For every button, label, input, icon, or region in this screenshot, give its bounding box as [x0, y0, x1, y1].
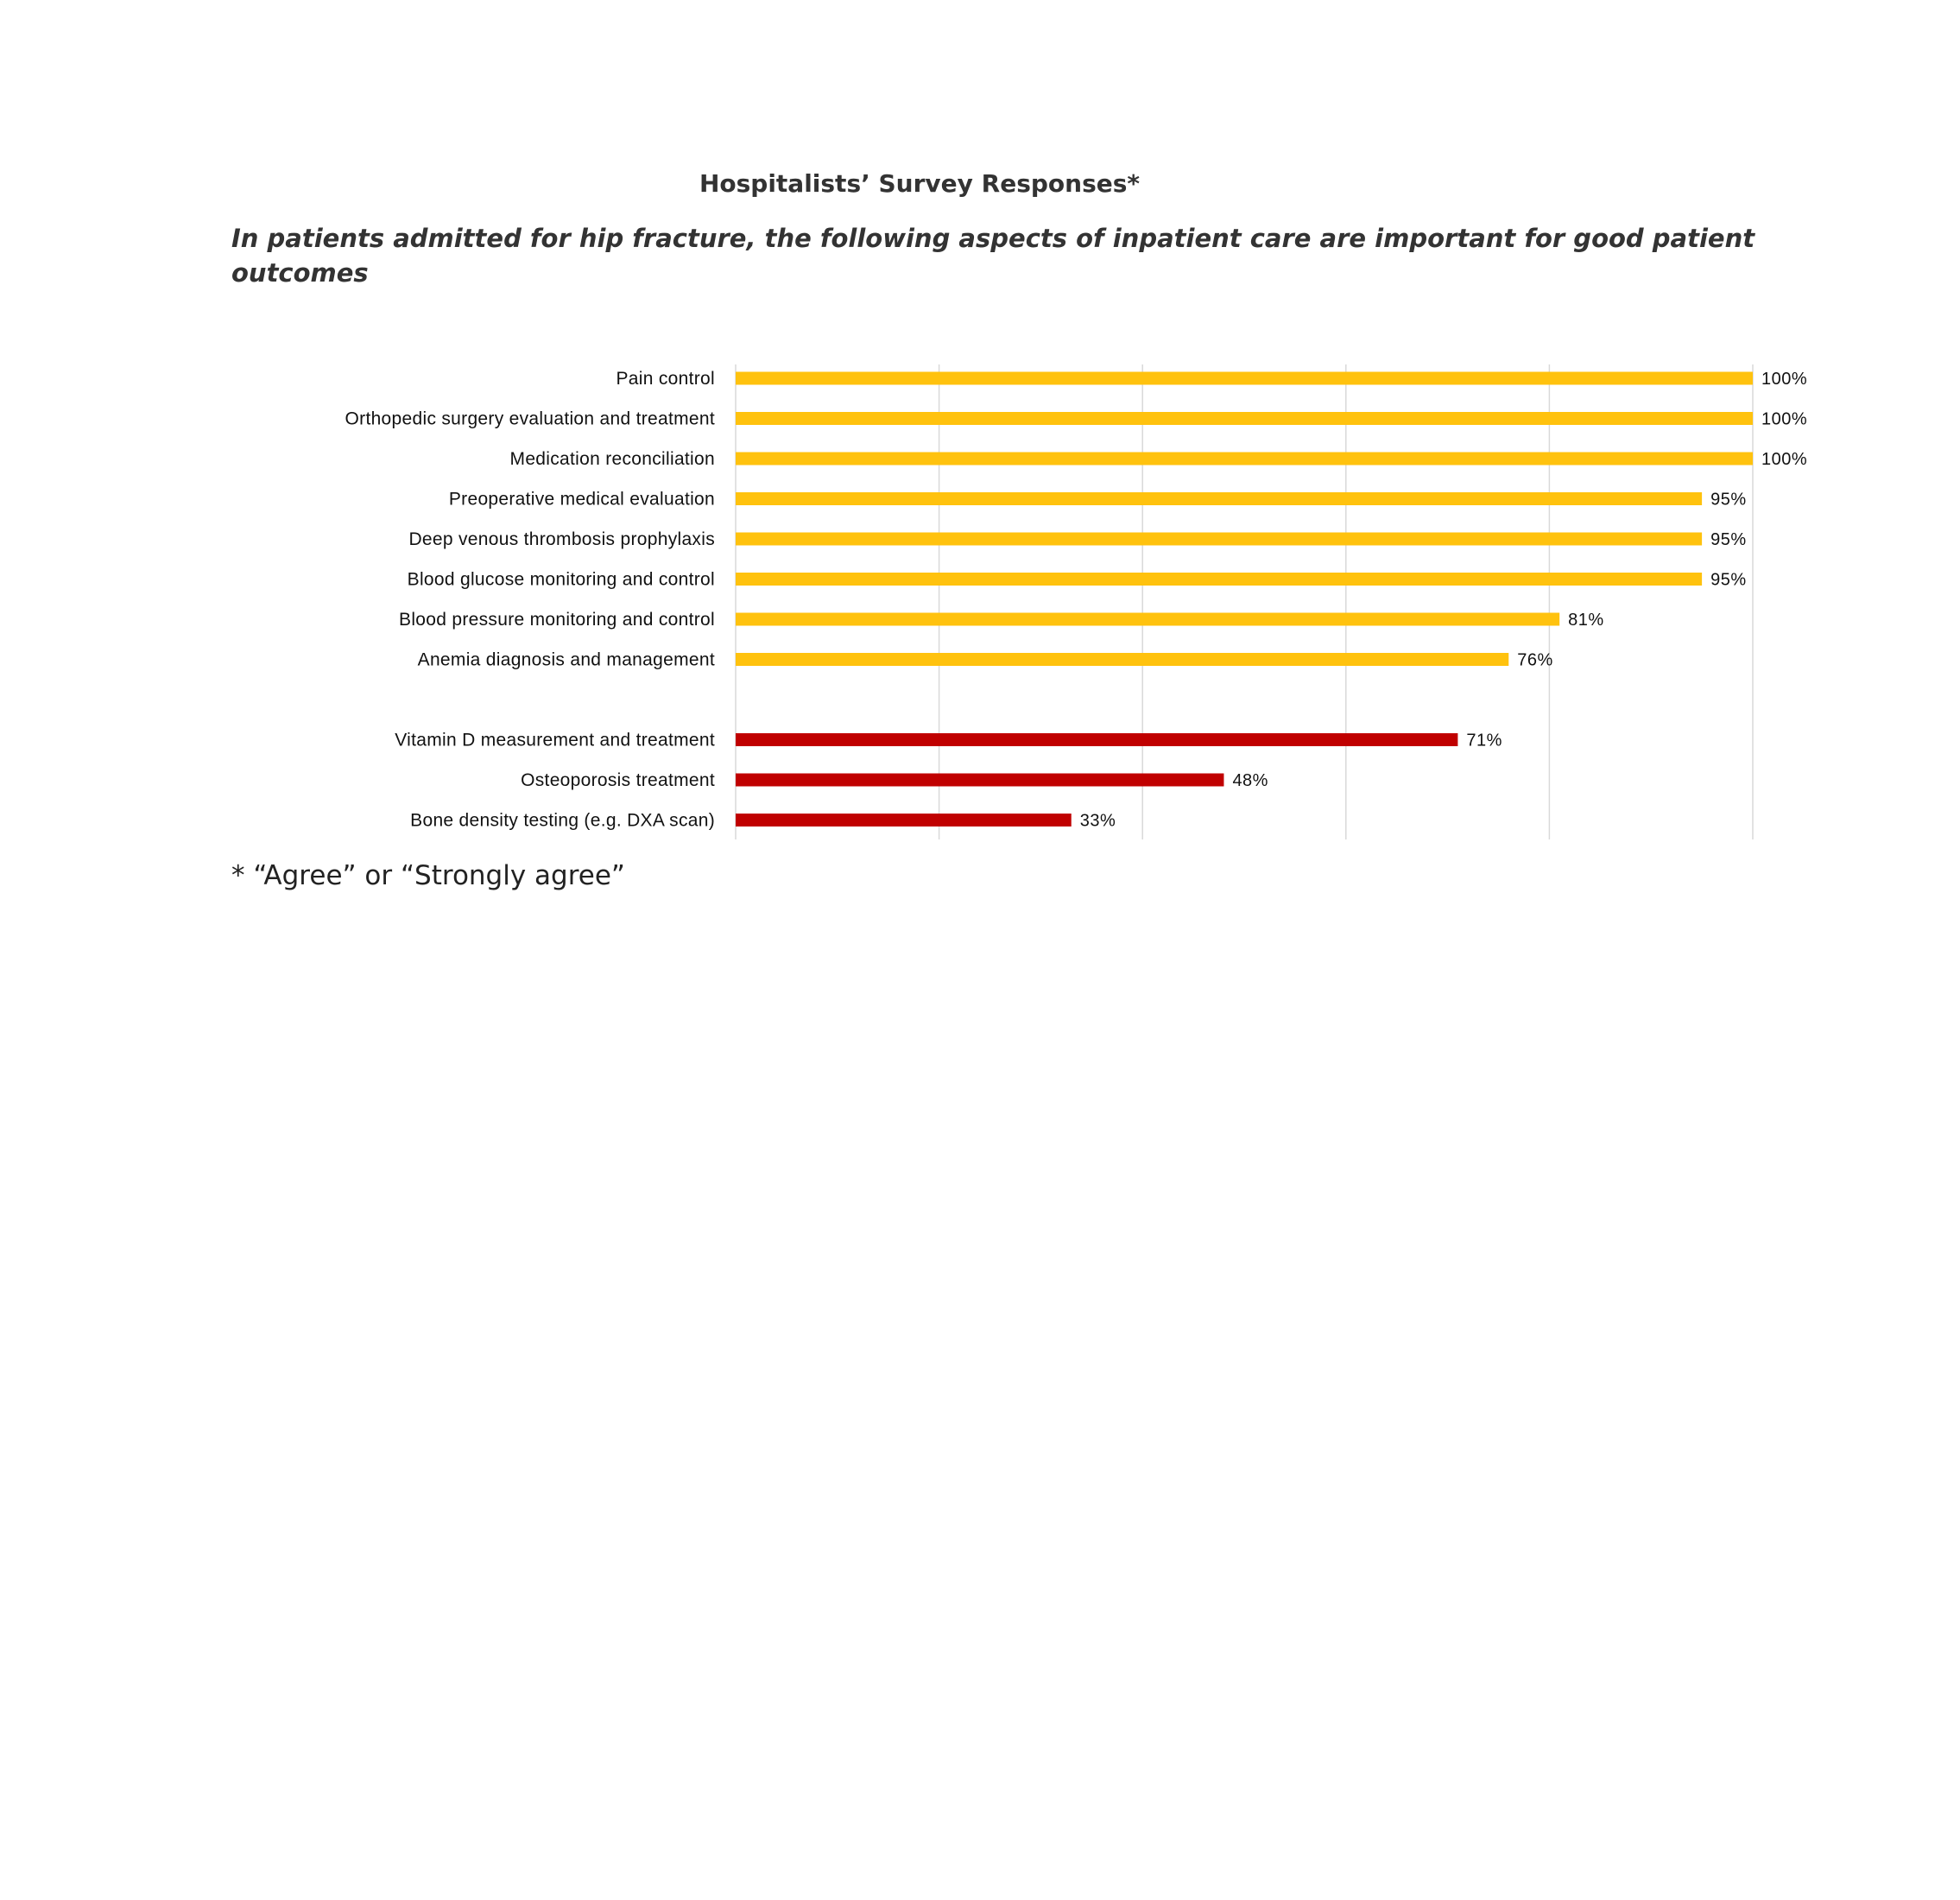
data-label: 95% [1710, 490, 1747, 510]
category-label: Bone density testing (e.g. DXA scan) [410, 810, 715, 831]
category-label: Blood pressure monitoring and control [399, 610, 715, 630]
data-label: 95% [1710, 570, 1747, 590]
bar [736, 492, 1702, 505]
bar [736, 573, 1702, 586]
category-label: Medication reconciliation [509, 449, 715, 469]
data-label: 76% [1517, 650, 1553, 670]
category-labels [345, 369, 715, 831]
data-label: 48% [1232, 771, 1268, 790]
bar [736, 412, 1753, 425]
data-label: 100% [1761, 409, 1808, 429]
bar [736, 774, 1223, 787]
category-label: Preoperative medical evaluation [448, 489, 715, 510]
bar [736, 653, 1508, 666]
data-label: 95% [1710, 530, 1747, 549]
bar [736, 814, 1072, 826]
category-label: Blood glucose monitoring and control [407, 569, 715, 590]
value-labels [1080, 370, 1807, 831]
category-label: Vitamin D measurement and treatment [395, 730, 715, 750]
footnote: * “Agree” or “Strongly agree” [231, 860, 625, 891]
bar [736, 372, 1753, 385]
data-label: 71% [1466, 731, 1502, 750]
data-label: 100% [1761, 370, 1808, 389]
grid-lines [736, 364, 1753, 839]
bar [736, 733, 1457, 746]
bar-chart [0, 0, 1960, 864]
category-label: Anemia diagnosis and management [417, 649, 715, 670]
category-label: Osteoporosis treatment [521, 770, 715, 790]
category-label: Pain control [616, 369, 715, 389]
data-label: 100% [1761, 450, 1808, 469]
category-label: Orthopedic surgery evaluation and treatment [345, 408, 715, 429]
data-label: 33% [1079, 811, 1116, 831]
chart-subtitle: In patients admitted for hip fracture, the following aspects of inpatient care are important for good patient outcomes [231, 224, 1755, 288]
category-label: Deep venous thrombosis prophylaxis [408, 529, 715, 549]
bar [736, 613, 1559, 626]
bar [736, 533, 1702, 546]
data-label: 81% [1568, 611, 1604, 630]
chart-title: Hospitalists’ Survey Responses* [699, 169, 1141, 198]
bar [736, 453, 1753, 466]
bars [736, 372, 1753, 827]
